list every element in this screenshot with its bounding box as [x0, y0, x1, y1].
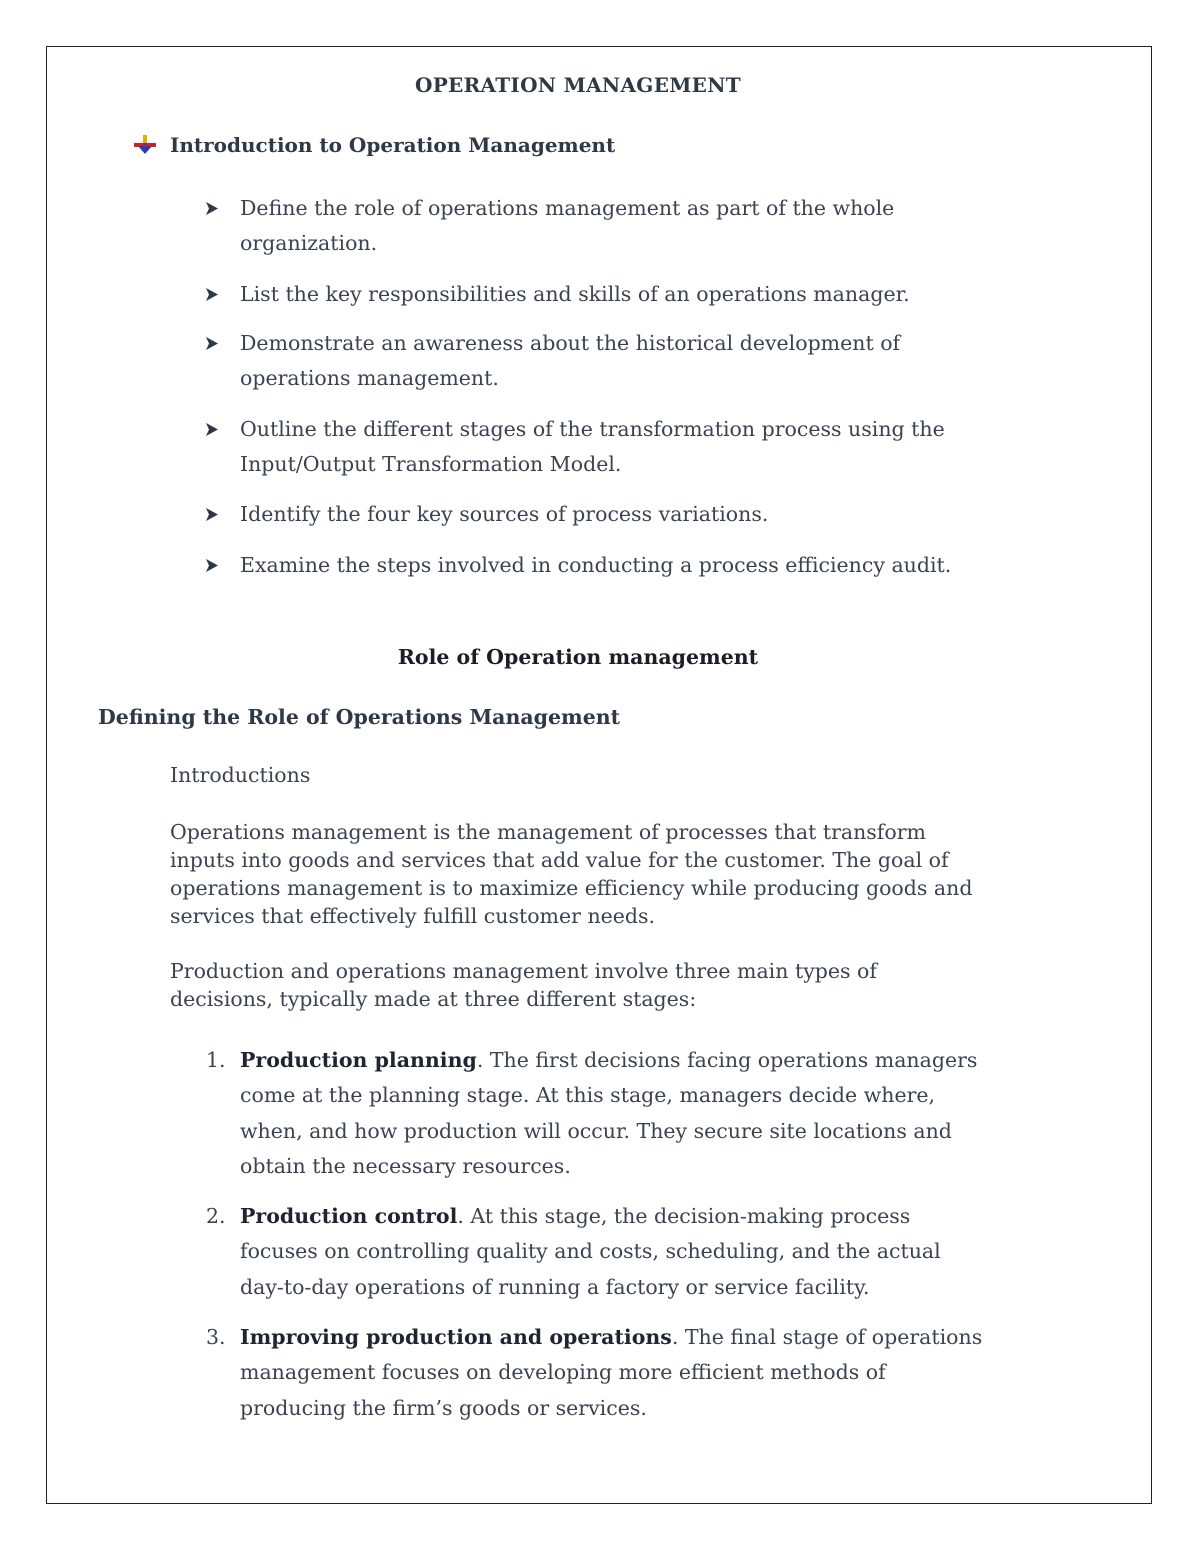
objective-item — [240, 326, 1060, 396]
objective-line: Input/Output Transformation Model. — [240, 452, 622, 476]
arrowhead-bullet-icon — [202, 191, 222, 226]
objective-line: Identify the four key sources of process variations. — [240, 502, 769, 526]
objective-line: Examine the steps involved in conducting a process efficiency audit. — [240, 553, 952, 577]
stage-line: focuses on controlling quality and costs, scheduling, and the actual — [240, 1239, 941, 1264]
paragraph-decision-types — [170, 957, 1070, 1013]
arrowhead-bullet-icon — [202, 412, 222, 447]
objective-item — [240, 548, 1060, 583]
intro-heading: Introduction to Operation Management — [170, 133, 616, 157]
role-heading: Role of Operation management — [397, 645, 759, 669]
paragraph-line: decisions, typically made at three different stages: — [170, 987, 697, 1011]
stage-line: obtain the necessary resources. — [240, 1153, 571, 1178]
stage-item-production-control — [206, 1199, 1060, 1305]
objective-item — [240, 412, 1060, 482]
objective-line: operations management. — [240, 366, 499, 390]
objective-line: Demonstrate an awareness about the historical development of — [240, 331, 901, 355]
objective-line: organization. — [240, 231, 378, 255]
stage-line: come at the planning stage. At this stage, managers decide where, — [240, 1083, 936, 1108]
stage-line: . The first decisions facing operations managers — [476, 1048, 978, 1072]
stage-term: Production planning — [240, 1048, 477, 1072]
paragraph-line: Production and operations management involve three main types of — [170, 959, 877, 983]
objective-item — [240, 277, 1060, 312]
objective-item — [240, 497, 1060, 532]
introductions-label: Introductions — [170, 763, 311, 787]
objective-line: Outline the different stages of the transformation process using the — [240, 417, 945, 441]
arrowhead-bullet-icon — [202, 326, 222, 361]
paragraph-line: services that effectively fulfill customer needs. — [170, 904, 656, 928]
arrowhead-bullet-icon — [202, 497, 222, 532]
stage-line: . The final stage of operations — [671, 1325, 983, 1349]
objective-item — [240, 191, 1060, 261]
paragraph-line: operations management is to maximize efficiency while producing goods and — [170, 876, 973, 900]
objective-line: List the key responsibilities and skills of an operations manager. — [240, 282, 910, 306]
stage-item-production-planning — [206, 1043, 1060, 1184]
objective-line: Define the role of operations management as part of the whole — [240, 196, 895, 220]
document-title: OPERATION MANAGEMENT — [415, 73, 741, 97]
paragraph-operations-definition — [170, 818, 1070, 930]
stage-term: Production control — [240, 1204, 458, 1228]
arrowhead-bullet-icon — [202, 277, 222, 312]
list-number: 2. — [206, 1204, 226, 1228]
arrow-down-bullet-icon — [133, 134, 157, 156]
stage-line: when, and how production will occur. They secure site locations and — [240, 1118, 952, 1143]
stage-line: . At this stage, the decision-making process — [457, 1204, 911, 1228]
paragraph-line: Operations management is the management of processes that transform — [170, 820, 926, 844]
list-number: 1. — [206, 1048, 226, 1072]
stage-line: management focuses on developing more efficient methods of — [240, 1360, 886, 1385]
defining-heading: Defining the Role of Operations Management — [98, 705, 621, 729]
paragraph-line: inputs into goods and services that add value for the customer. The goal of — [170, 848, 949, 872]
stage-line: producing the firm’s goods or services. — [240, 1395, 647, 1420]
arrowhead-bullet-icon — [202, 548, 222, 583]
stage-line: day-to-day operations of running a factory or service facility. — [240, 1274, 870, 1299]
stage-item-improving-operations — [206, 1320, 1060, 1426]
list-number: 3. — [206, 1325, 226, 1349]
stage-term: Improving production and operations — [240, 1325, 672, 1349]
